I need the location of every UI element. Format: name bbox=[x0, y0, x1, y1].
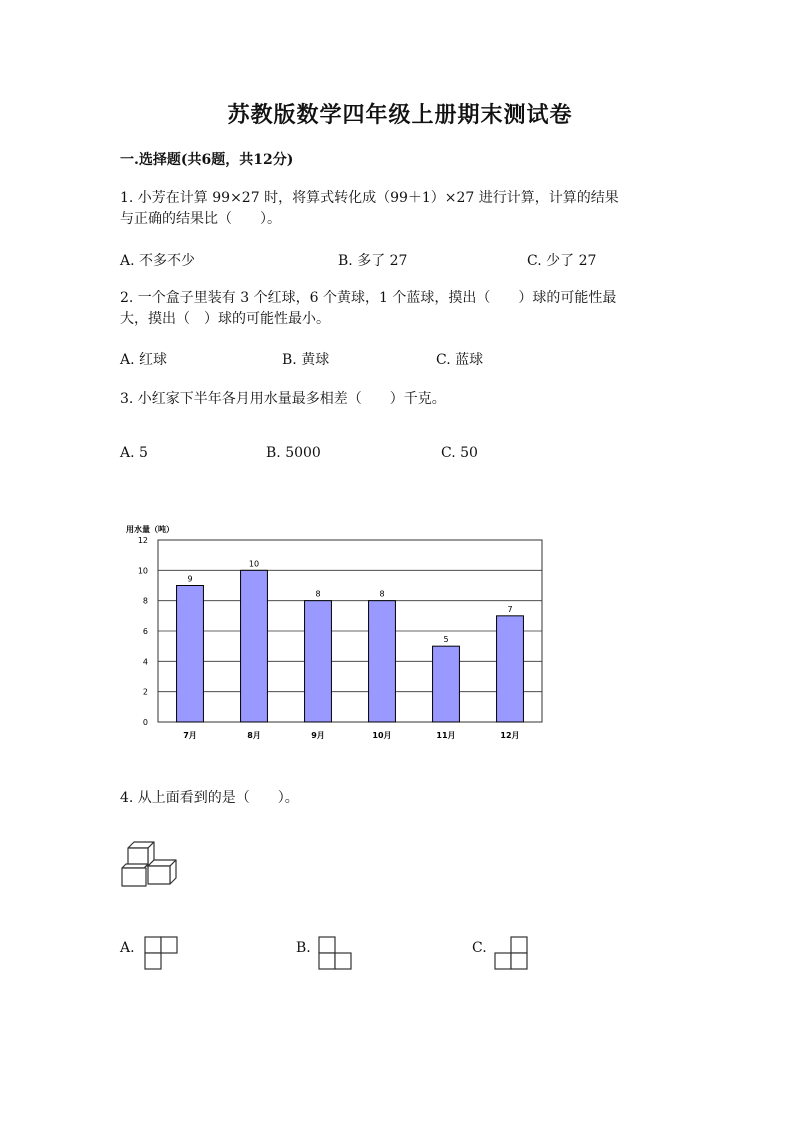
bar bbox=[241, 570, 268, 722]
y-tick-label: 0 bbox=[142, 718, 148, 727]
water-usage-bar-chart bbox=[118, 518, 558, 748]
bar-value-label: 10 bbox=[248, 559, 260, 569]
bar-value-label: 8 bbox=[379, 589, 385, 599]
question-2-line-1: 2. 一个盒子里装有 3 个红球，6 个黄球，1 个蓝球，摸出（ ）球的可能性最 bbox=[120, 290, 617, 306]
bar-value-label: 7 bbox=[507, 604, 513, 614]
x-tick-label: 8月 bbox=[247, 731, 261, 740]
page-title: 苏教版数学四年级上册期末测试卷 bbox=[227, 102, 573, 128]
question-4-option-b: B. bbox=[296, 940, 311, 956]
x-tick-label: 12月 bbox=[500, 731, 520, 740]
question-4-option-a: A. bbox=[120, 940, 135, 956]
y-tick-label: 6 bbox=[142, 627, 148, 636]
question-2-option-c: C. 蓝球 bbox=[436, 352, 484, 368]
y-tick-label: 10 bbox=[137, 566, 148, 576]
y-tick-label: 2 bbox=[142, 687, 148, 697]
option-b-top-view-icon bbox=[318, 936, 354, 972]
bar bbox=[305, 601, 332, 722]
bar-value-label: 5 bbox=[443, 635, 449, 645]
bar-value-label: 9 bbox=[187, 574, 193, 584]
y-tick-label: 8 bbox=[142, 596, 148, 606]
option-c-top-view-icon bbox=[494, 936, 530, 972]
question-2-option-b: B. 黄球 bbox=[282, 352, 330, 368]
x-tick-label: 10月 bbox=[372, 731, 392, 740]
section-heading: 一.选择题(共6题，共12分) bbox=[120, 152, 294, 168]
x-tick-label: 7月 bbox=[183, 731, 197, 740]
x-tick-label: 9月 bbox=[311, 731, 325, 740]
bar-value-label: 8 bbox=[315, 589, 321, 599]
question-3-option-a: A. 5 bbox=[120, 445, 148, 461]
y-axis-label: 用水量（吨） bbox=[126, 525, 174, 534]
bar bbox=[177, 586, 204, 723]
cubes-3d-figure bbox=[118, 840, 184, 892]
bar bbox=[369, 601, 396, 722]
bar bbox=[433, 646, 460, 722]
bar bbox=[497, 616, 524, 722]
question-1-option-b: B. 多了 27 bbox=[338, 253, 408, 269]
question-3-option-b: B. 5000 bbox=[266, 445, 321, 461]
question-2-line-2: 大，摸出（ ）球的可能性最小。 bbox=[120, 311, 330, 327]
question-1-option-a: A. 不多不少 bbox=[120, 253, 196, 269]
question-1-option-c: C. 少了 27 bbox=[527, 253, 597, 269]
question-4-line-1: 4. 从上面看到的是（ ）。 bbox=[120, 790, 299, 806]
y-tick-label: 12 bbox=[137, 536, 148, 545]
question-2-option-a: A. 红球 bbox=[120, 352, 168, 368]
question-1-line-2: 与正确的结果比（ ）。 bbox=[120, 211, 281, 227]
question-1-line-1: 1. 小芳在计算 99×27 时，将算式转化成（99＋1）×27 进行计算，计算的结果 bbox=[120, 190, 619, 206]
question-3-line-1: 3. 小红家下半年各月用水量最多相差（ ）千克。 bbox=[120, 391, 446, 407]
question-4-option-c: C. bbox=[472, 940, 487, 956]
question-3-option-c: C. 50 bbox=[441, 445, 478, 461]
option-a-top-view-icon bbox=[144, 936, 180, 972]
y-tick-label: 4 bbox=[142, 657, 148, 667]
x-tick-label: 11月 bbox=[436, 731, 456, 740]
